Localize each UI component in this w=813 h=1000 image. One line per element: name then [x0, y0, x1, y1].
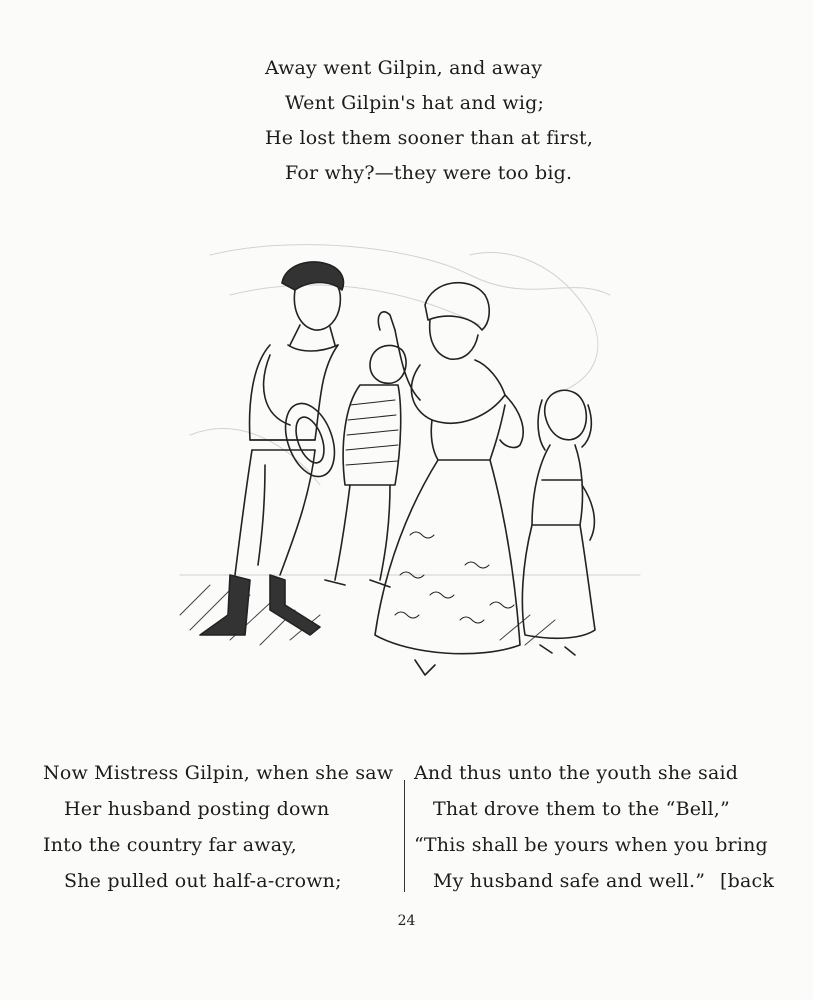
- right-stanza-line-2: That drove them to the “Bell,”: [433, 798, 730, 820]
- top-stanza-line-1: Away went Gilpin, and away: [265, 57, 543, 79]
- left-stanza-line-1: Now Mistress Gilpin, when she saw: [43, 762, 394, 784]
- youth-figure: [200, 262, 344, 635]
- child-girl-figure: [522, 390, 595, 655]
- top-stanza-line-4: For why?—they were too big.: [285, 162, 573, 184]
- right-stanza-line-4: My husband safe and well.”: [433, 870, 706, 892]
- page-number: 24: [397, 913, 416, 929]
- left-stanza-line-3: Into the country far away,: [43, 834, 297, 856]
- column-divider: [404, 780, 405, 892]
- top-stanza-line-2: Went Gilpin's hat and wig;: [285, 92, 545, 114]
- right-stanza-line-1: And thus unto the youth she said: [414, 762, 739, 784]
- top-stanza-line-3: He lost them sooner than at first,: [265, 127, 594, 149]
- illustration-gilpin-family: [170, 235, 650, 695]
- left-stanza-line-4: She pulled out half-a-crown;: [64, 870, 342, 892]
- left-stanza-line-2: Her husband posting down: [64, 798, 330, 820]
- catchword: [back: [720, 870, 775, 892]
- child-boy-figure: [325, 345, 406, 587]
- mistress-gilpin-figure: [375, 283, 523, 675]
- right-stanza-line-3: “This shall be yours when you bring: [414, 834, 768, 856]
